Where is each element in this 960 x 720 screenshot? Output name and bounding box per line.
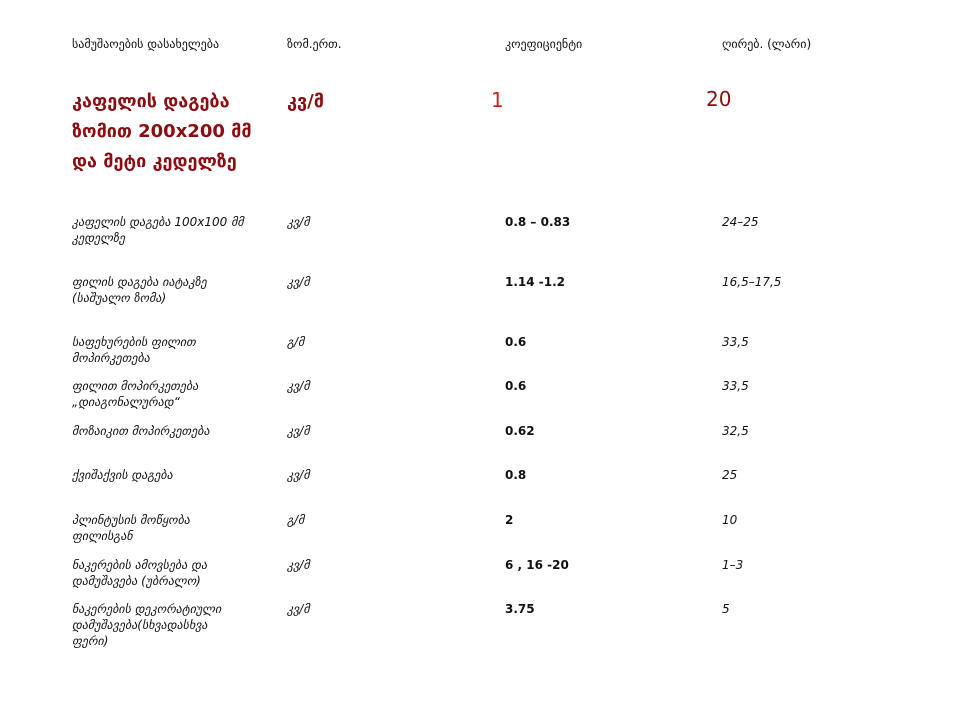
table-body xyxy=(0,214,960,671)
work-name-cell: ქვიშაქვის დაგება xyxy=(72,468,173,482)
featured-row xyxy=(0,84,960,206)
price-cell: 25 xyxy=(722,468,738,482)
unit-cell: კვ/მ xyxy=(287,602,310,616)
work-name-cell: ფილის დაგება იატაკზე (საშუალო ზომა) xyxy=(72,275,207,305)
featured-coefficient: 1 xyxy=(491,88,504,112)
featured-price: 20 xyxy=(706,87,732,111)
work-name-cell: პლინტუსის მოწყობა ფილისგან xyxy=(72,513,190,543)
featured-unit: კვ/მ xyxy=(287,91,324,112)
work-name-cell: ფილით მოპირკეთება „დიაგონალურად“ xyxy=(72,379,199,409)
price-cell: 10 xyxy=(722,513,738,527)
price-cell: 33,5 xyxy=(722,379,749,393)
unit-cell: გ/მ xyxy=(287,513,305,527)
table-header xyxy=(0,34,960,84)
header-work-name: სამუშაოების დასახელება xyxy=(72,37,220,51)
work-name-cell: მოზაიკით მოპირკეთება xyxy=(72,424,210,438)
table-row xyxy=(0,557,960,601)
coefficient-cell: 0.62 xyxy=(505,424,535,438)
table-row xyxy=(0,512,960,557)
coefficient-cell: 0.8 – 0.83 xyxy=(505,215,571,229)
coefficient-cell: 0.6 xyxy=(505,379,527,393)
price-cell: 32,5 xyxy=(722,424,749,438)
unit-cell: კვ/მ xyxy=(287,215,310,229)
unit-cell: კვ/მ xyxy=(287,275,310,289)
unit-cell: კვ/მ xyxy=(287,468,310,482)
price-cell: 5 xyxy=(722,602,730,616)
work-name-cell: ნაკერების ამოვსება და დამუშავება (უბრალო) xyxy=(72,558,208,588)
table-row xyxy=(0,334,960,378)
price-cell: 24–25 xyxy=(722,215,759,229)
coefficient-cell: 3.75 xyxy=(505,602,535,616)
work-name-cell: ნაკერების დეკორატიული დამუშავება(სხვადასხვა ფერი) xyxy=(72,602,222,648)
coefficient-cell: 0.6 xyxy=(505,335,527,349)
unit-cell: კვ/მ xyxy=(287,558,310,572)
coefficient-cell: 6 , 16 -20 xyxy=(505,558,569,572)
table-row xyxy=(0,214,960,274)
work-name-cell: საფეხურების ფილით მოპირკეთება xyxy=(72,335,196,365)
price-cell: 1–3 xyxy=(722,558,744,572)
header-price: ღირებ. (ლარი) xyxy=(722,37,812,51)
table-row xyxy=(0,274,960,334)
coefficient-cell: 0.8 xyxy=(505,468,527,482)
coefficient-cell: 2 xyxy=(505,513,514,527)
table-row xyxy=(0,601,960,671)
unit-cell: კვ/მ xyxy=(287,379,310,393)
featured-work-name: კაფელის დაგება ზომით 200x200 მმ და მეტი კედელზე xyxy=(72,91,252,172)
unit-cell: კვ/მ xyxy=(287,424,310,438)
table-row xyxy=(0,423,960,467)
price-cell: 33,5 xyxy=(722,335,749,349)
table-row xyxy=(0,467,960,512)
work-name-cell: კაფელის დაგება 100x100 მმ კედელზე xyxy=(72,215,244,245)
table-row xyxy=(0,378,960,423)
unit-cell: გ/მ xyxy=(287,335,305,349)
coefficient-cell: 1.14 -1.2 xyxy=(505,275,566,289)
price-cell: 16,5–17,5 xyxy=(722,275,782,289)
header-coefficient: კოეფიციენტი xyxy=(505,37,583,51)
header-unit: ზომ.ერთ. xyxy=(287,37,342,51)
